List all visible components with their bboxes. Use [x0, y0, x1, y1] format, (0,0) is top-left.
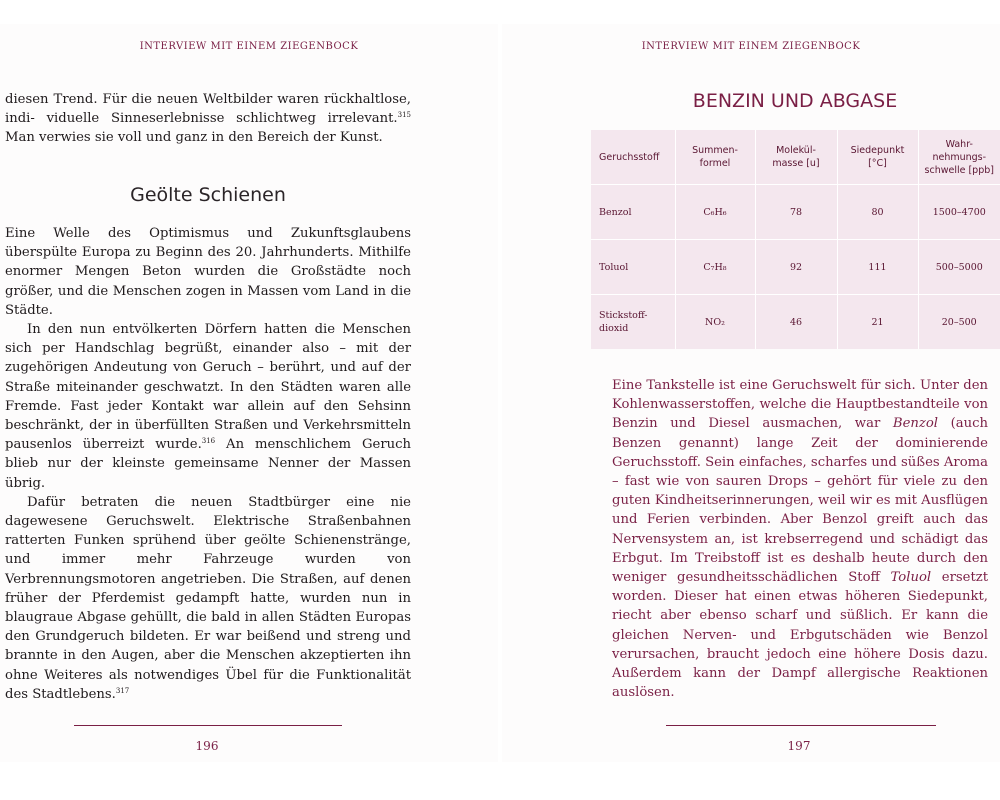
paragraph-1: Eine Welle des Optimismus und Zukunftsglaubens überspülte Europa zu Beginn des 20. Jahrhunderts. Mithilfe enormer Mengen Beton wurden die Großstädte noch größer, und die Menschen zogen in Massen vom Land in die Städte.: [5, 226, 411, 318]
right-page: [502, 24, 1000, 762]
header-boiling-point: Siedepunkt [°C]: [837, 130, 918, 185]
right-main-text: [612, 376, 988, 702]
section-title: Geölte Schienen: [130, 184, 286, 206]
cell-threshold: 20–500: [941, 316, 977, 328]
left-intro-text: [5, 90, 411, 148]
left-footer-rule: [74, 725, 342, 726]
paragraph-2-text: In den nun entvölkerten Dörfern hatten die Menschen sich per Handschlag begrüßt, einander also – mit der zugehörigen Andeutung von Geruch – berührt, und auf der Straße miteinander geschwatzt. In den Städten waren alle Fremde. Fast jeder Kontakt war allein auf den Sehsinn beschränkt, der in überfüllten Straßen und Verkehrsmitteln pausenlos überreizt wurde.: [5, 322, 411, 453]
cell-substance: Stickstoff- dioxid: [591, 295, 675, 350]
table-row: [591, 240, 1000, 295]
cell-threshold: 500–5000: [918, 240, 1000, 295]
left-main-text: [5, 224, 411, 704]
intro-line-2: viduelle Sinneserlebnisse schlichtweg irrelevant.: [46, 111, 398, 127]
paragraph-3: [5, 493, 411, 704]
cell-threshold: 1500–4700: [918, 185, 1000, 240]
cell-boiling: 80: [837, 185, 918, 240]
footnote-ref-317[interactable]: 317: [115, 686, 130, 695]
benzin-paragraph: Eine Tankstelle ist eine Geruchswelt für sich. Unter den Kohlenwasserstoffen, welche die Hauptbestandteile von Benzin und Diesel ausmachen, war Benzol (auch Benzen genannt) lange Zeit der dominierende Geruchsstoff. Sein einfaches, scharfes und süßes Aroma – fast wie von sauren Drops – gehört für viele zu den guten Kindheitserinnerungen, weil wir es mit Ausflügen und Ferien verbinden. Aber Benzol greift auch das Nervensystem an, ist krebserregend und schädigt das Erbgut. Im Treibstoff ist es deshalb heute durch den weniger gesundheitsschädlichen Stoff Toluol ersetzt worden. Dieser hat einen etwas höheren Siedepunkt, riecht aber ebenso scharf und süßlich. Er kann die gleichen Nerven- und Erbgutschäden wie Benzol verursachen, braucht jedoch eine höhere Dosis dazu. Außerdem kann der Dampf allergische Reaktionen auslösen.: [612, 378, 989, 701]
cell-substance: Toluol: [591, 240, 675, 295]
emphasis-benzol: Benzol: [892, 416, 938, 432]
cell-substance: Benzol: [591, 185, 675, 240]
left-page-number: 196: [195, 739, 219, 753]
footnote-ref-316[interactable]: 316: [201, 437, 216, 446]
header-formula: Summen- formel: [675, 130, 755, 185]
right-footer-rule: [666, 725, 936, 726]
footnote-ref-315[interactable]: 315: [397, 111, 411, 120]
emphasis-toluol: Toluol: [890, 570, 932, 586]
paragraph-2: [5, 320, 411, 493]
header-molar-mass: Molekül- masse [u]: [755, 130, 837, 185]
cell-mass: 92: [755, 240, 837, 295]
chapter-title: BENZIN UND ABGASE: [692, 90, 898, 112]
cell-formula: C₆H₆: [675, 185, 755, 240]
cell-boiling: 21: [837, 295, 918, 350]
table-row: [591, 185, 1000, 240]
cell-formula: NO₂: [675, 295, 755, 350]
header-substance: Geruchsstoff: [591, 130, 675, 185]
cell-boiling: 111: [837, 240, 918, 295]
intro-line-1: diesen Trend. Für die neuen Weltbilder waren rückhaltlose, indi-: [5, 92, 411, 127]
header-threshold: Wahr- nehmungs- schwelle [ppb]: [918, 130, 1000, 185]
cell-mass: 46: [755, 295, 837, 350]
left-page: [0, 24, 498, 762]
cell-formula: C₇H₈: [675, 240, 755, 295]
paragraph-2-rest: An menschlichem Geruch blieb nur der kleinste gemeinsame Nenner der Massen übrig.: [5, 437, 411, 491]
right-running-head: INTERVIEW MIT EINEM ZIEGENBOCK: [641, 41, 861, 52]
paragraph-3-text: Dafür betraten die neuen Stadtbürger eine nie dagewesene Geruchswelt. Elektrische Straßenbahnen ratterten Funken sprühend über geölte Schienenstränge, und immer mehr Fahrzeuge wurden von Verbrennungsmotoren angetrieben. Die Straßen, auf denen früher der Pferdemist gedampft hatte, wurden nun in blaugraue Abgase gehüllt, die bald in allen Städten Europas den Grundgeruch bildeten. Er war beißend und streng und brannte in den Augen, aber die Menschen akzeptierten ihn ohne Weiteres als notwendiges Übel für die Funktionalität des Stadtlebens.: [5, 494, 411, 702]
gas-properties-table: [591, 130, 1000, 349]
table-header-row: [591, 130, 1000, 185]
cell-mass: 78: [755, 185, 837, 240]
intro-line-3: Man verwies sie voll und ganz in den Bereich der Kunst.: [5, 130, 383, 146]
right-page-number: 197: [787, 739, 811, 753]
table-row: [591, 295, 1000, 350]
left-running-head: INTERVIEW MIT EINEM ZIEGENBOCK: [139, 41, 359, 52]
